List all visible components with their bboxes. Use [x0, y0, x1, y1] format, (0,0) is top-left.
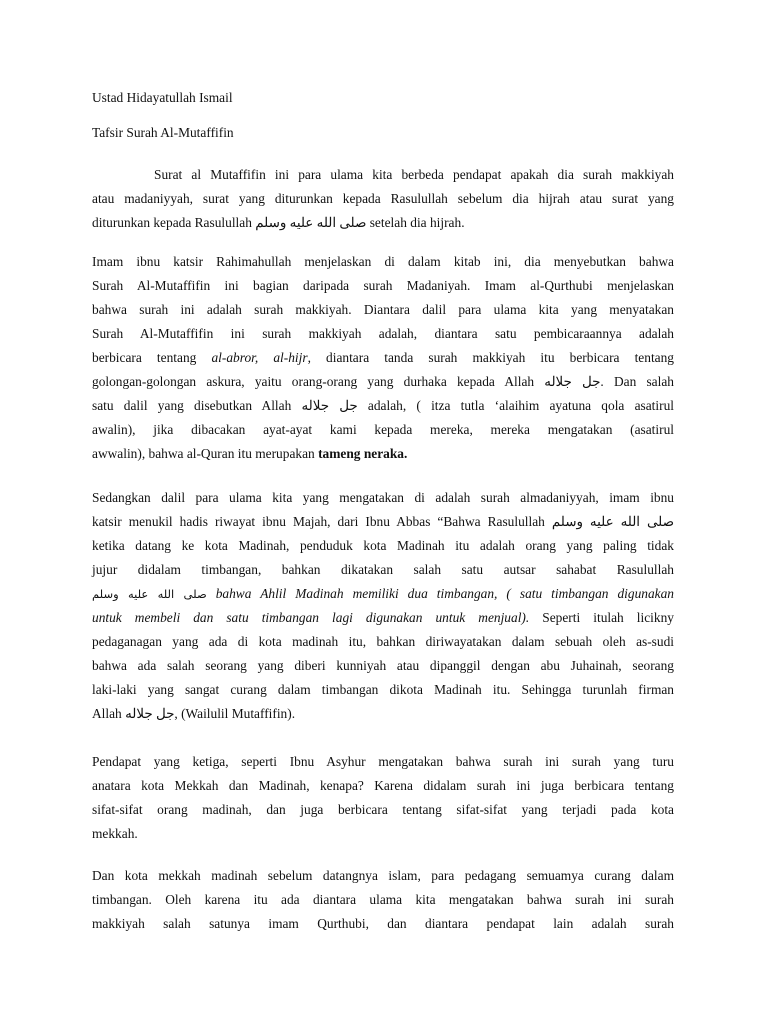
text-run: awwalin), bahwa al-Quran itu merupakan [92, 446, 315, 461]
italic-text-run: untuk membeli dan satu timbangan lagi digunakan untuk menjual). [92, 610, 530, 625]
paragraph-line: Allah جل جلاله, (Wailulil Mutaffifin). [92, 706, 296, 721]
paragraph-line: golongan-golongan askura, yaitu orang-orang yang durhaka kepada Allah جل جلاله. Dan salah [92, 374, 674, 389]
paragraph-line: laki-laki yang sangat curang dalam timbangan dikota Madinah itu. Sehingga turunlah firman [92, 682, 674, 697]
paragraph-line: Imam ibnu katsir Rahimahullah menjelaskan di dalam kitab ini, dia menyebutkan bahwa [92, 254, 674, 269]
text-run: Seperti itulah licikny [529, 610, 674, 625]
paragraph-line: bahwa ada salah seorang yang diberi kunniyah atau dipanggil dengan abu Juhainah, seorang [92, 658, 674, 673]
text-run: , diantara tanda surah makkiyah itu berbicara tentang [307, 350, 674, 365]
italic-text-run: bahwa Ahlil Madinah memiliki dua timbangan, ( satu timbangan digunakan [215, 586, 674, 601]
paragraph-line: ketika datang ke kota Madinah, penduduk kota Madinah itu adalah orang yang paling tidak [92, 538, 674, 553]
paragraph-line [92, 606, 674, 630]
arabic-honorific: صلى الله عليه وسلم [92, 587, 207, 601]
author: Ustad Hidayatullah Ismail [92, 90, 233, 105]
paragraph-line: sifat-sifat orang madinah, dan juga berbicara tentang sifat-sifat yang terjadi pada kota [92, 802, 674, 817]
author-line [92, 86, 674, 110]
paragraph-line: jujur didalam timbangan, bahkan dikatakan salah satu autsar sahabat Rasulullah [92, 562, 674, 577]
paragraph-line: Surah Al-Mutaffifin ini bagian daripada surah Madaniyah. Imam al-Qurthubi menjelaskan [92, 278, 674, 293]
paragraph-line: diturunkan kepada Rasulullah صلى الله عليه وسلم setelah dia hijrah. [92, 215, 465, 230]
paragraph-line: Dan kota mekkah madinah sebelum datangnya islam, para pedagang semuamya curang dalam [92, 868, 674, 883]
bold-text-run: tameng neraka. [318, 446, 408, 461]
paragraph-line [92, 442, 674, 466]
paragraph-line: makkiyah salah satunya imam Qurthubi, dan diantara pendapat lain adalah surah [92, 916, 674, 931]
italic-text-run: al-abror, al-hijr [211, 350, 308, 365]
document-title: Tafsir Surah Al-Mutaffifin [92, 125, 234, 140]
paragraph-line: awalin), jika dibacakan ayat-ayat kami kepada mereka, mereka mengatakan (asatirul [92, 422, 674, 437]
paragraph-2 [92, 250, 674, 466]
title-line [92, 121, 674, 145]
paragraph-line: Pendapat yang ketiga, seperti Ibnu Asyhur mengatakan bahwa surah ini surah yang turu [92, 754, 674, 769]
paragraph-line: satu dalil yang disebutkan Allah جل جلاله adalah, ( itza tutla ‘alaihim ayatuna qola asatirul [92, 398, 674, 413]
paragraph-line: mekkah. [92, 826, 138, 841]
paragraph-line: katsir menukil hadis riwayat ibnu Majah, dari Ibnu Abbas “Bahwa Rasulullah صلى الله عليه وسلم [92, 514, 674, 529]
paragraph-line: Surah Al-Mutaffifin ini surah makkiyah adalah, diantara satu pembicaraannya adalah [92, 326, 674, 341]
paragraph-line: bahwa surah ini adalah surah makkiyah. Diantara dalil para ulama kita yang menyatakan [92, 302, 674, 317]
paragraph-5 [92, 864, 674, 936]
paragraph-line: pedaganagan yang ada di kota madinah itu, bahkan diriwayatakan dalam sebuah oleh as-sudi [92, 634, 674, 649]
text-run: berbicara tentang [92, 350, 197, 365]
paragraph-1 [92, 163, 674, 235]
paragraph-line: Sedangkan dalil para ulama kita yang mengatakan di adalah surah almadaniyyah, imam ibnu [92, 490, 674, 505]
paragraph-line [92, 582, 674, 606]
paragraph-line: atau madaniyyah, surat yang diturunkan kepada Rasulullah sebelum dia hijrah atau surat yang [92, 191, 674, 206]
paragraph-line [92, 346, 674, 370]
paragraph-3 [92, 486, 674, 726]
paragraph-4 [92, 750, 674, 846]
paragraph-line: anatara kota Mekkah dan Madinah, kenapa? Karena didalam surah ini juga berbicara tentang [92, 778, 674, 793]
paragraph-line: Surat al Mutaffifin ini para ulama kita berbeda pendapat apakah dia surah makkiyah [154, 167, 674, 182]
paragraph-line: timbangan. Oleh karena itu ada diantara ulama kita mengatakan bahwa surah ini surah [92, 892, 674, 907]
